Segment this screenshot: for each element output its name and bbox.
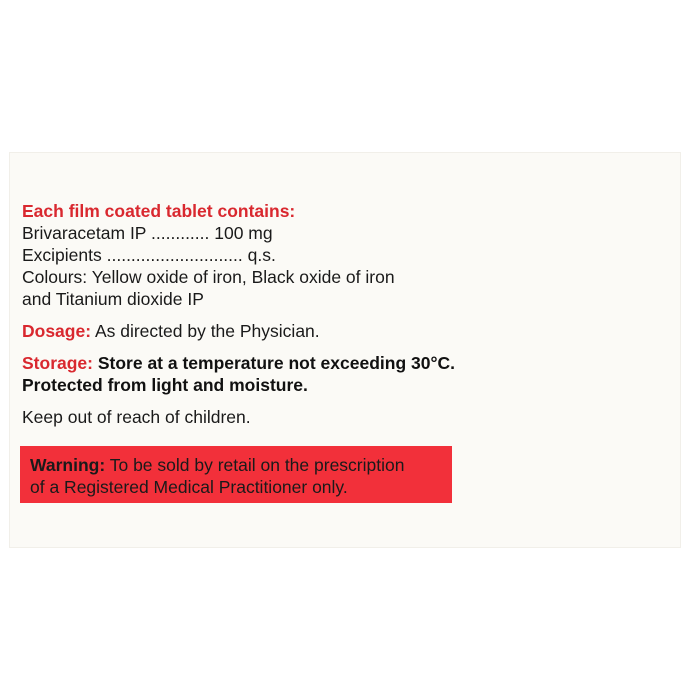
dosage-line bbox=[22, 320, 662, 342]
dosage-label: Dosage: bbox=[22, 321, 92, 341]
storage-label: Storage: bbox=[22, 353, 93, 373]
excipients-name: Excipients ............................ bbox=[22, 245, 243, 265]
warning-label: Warning: bbox=[30, 455, 106, 475]
storage-text-1: Store at a temperature not exceeding 30°C. bbox=[92, 353, 455, 373]
storage-line-2: Protected from light and moisture. bbox=[22, 375, 308, 395]
active-ingredient-line bbox=[22, 222, 662, 244]
active-ingredient-amount: 100 mg bbox=[214, 223, 273, 243]
warning-line-2: of a Registered Medical Practitioner only. bbox=[30, 477, 348, 497]
storage-line-1 bbox=[22, 352, 662, 374]
warning-line-1 bbox=[30, 454, 452, 476]
composition-heading: Each film coated tablet contains: bbox=[22, 201, 296, 221]
colours-line-2: and Titanium dioxide IP bbox=[22, 289, 204, 309]
excipients-amount: q.s. bbox=[247, 245, 276, 265]
label-content bbox=[22, 200, 662, 428]
warning-text-1: To be sold by retail on the prescription bbox=[105, 455, 405, 475]
active-ingredient-name: Brivaracetam IP ............ bbox=[22, 223, 210, 243]
colours-line-1: Colours: Yellow oxide of iron, Black oxide of iron bbox=[22, 267, 395, 287]
children-notice: Keep out of reach of children. bbox=[22, 407, 251, 427]
dosage-text: As directed by the Physician. bbox=[91, 321, 320, 341]
warning-box bbox=[20, 446, 452, 503]
excipients-line bbox=[22, 244, 662, 266]
